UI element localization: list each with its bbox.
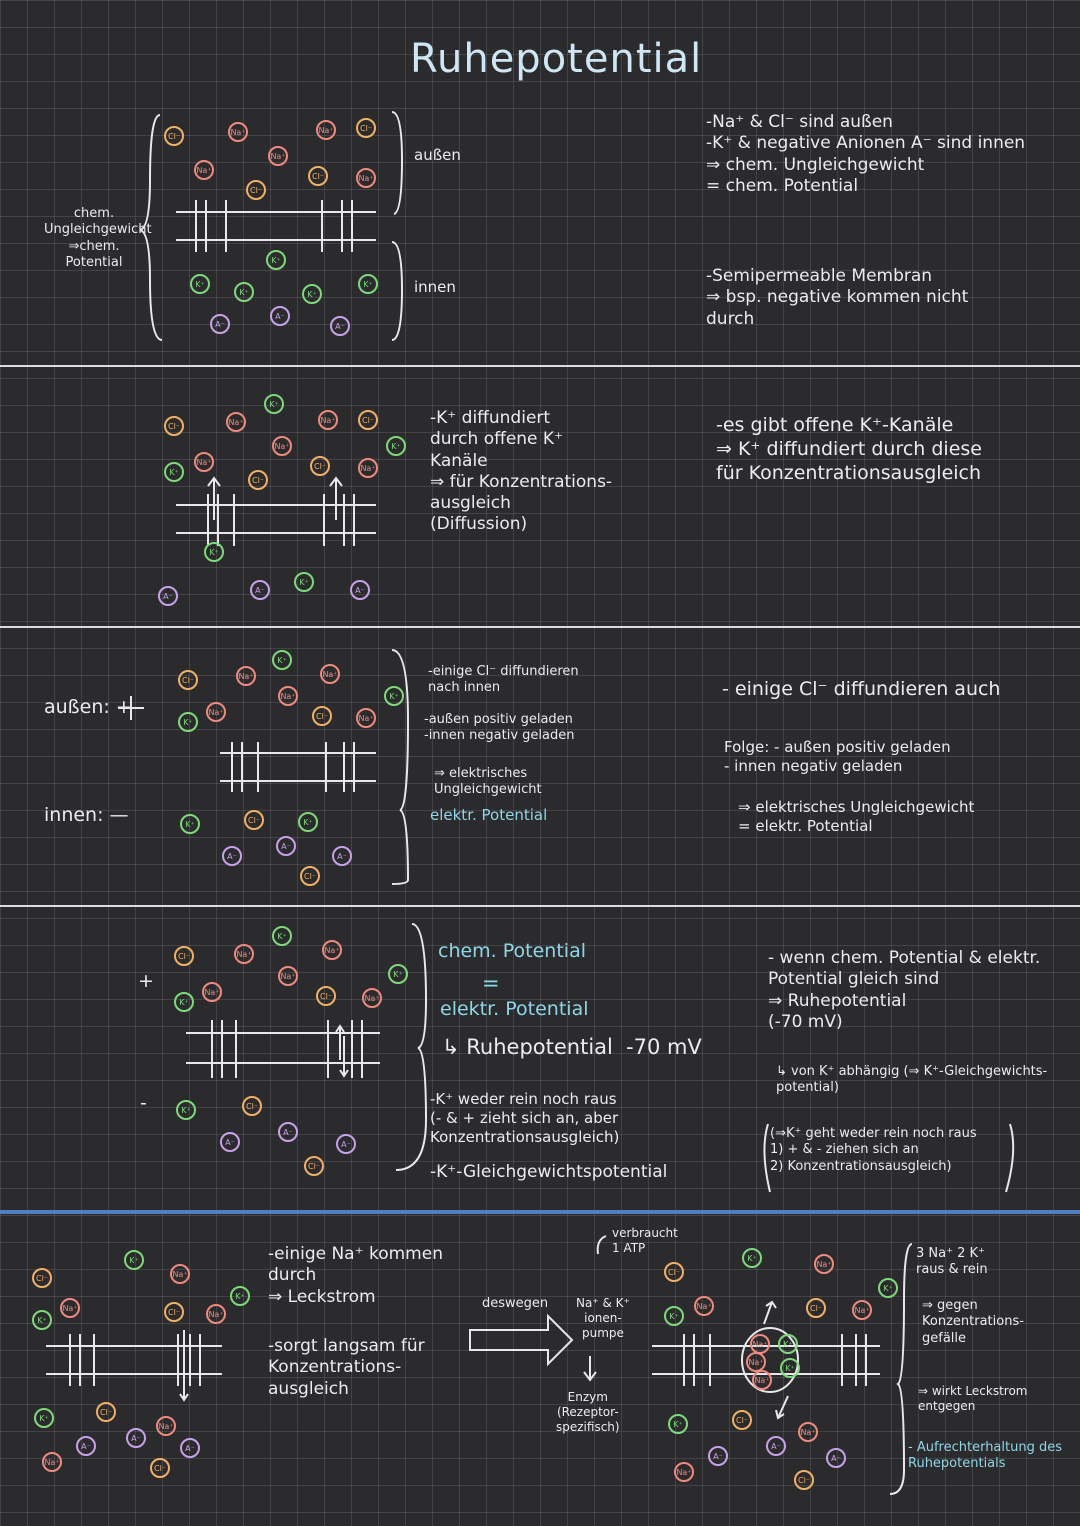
ion-k: K⁺ [384, 686, 404, 706]
label-70mv: -70 mV [626, 1035, 702, 1059]
ion-a: A⁻ [210, 314, 230, 334]
bracket-label-chem: chem. Ungleichgewicht ⇒chem. Potential [44, 206, 152, 270]
ion-na: Na⁺ [356, 168, 376, 188]
ion-na: Na⁺ [752, 1370, 772, 1390]
ion-na: Na⁺ [202, 982, 222, 1002]
note-electric-imbalance: ⇒ elektrisches Ungleichgewicht [434, 766, 542, 798]
label-equals: = [482, 971, 500, 995]
ion-cl: Cl⁻ [806, 1298, 826, 1318]
ion-cl: Cl⁻ [164, 416, 184, 436]
ion-k: K⁺ [32, 1310, 52, 1330]
ion-cl: Cl⁻ [164, 126, 184, 146]
ion-na: Na⁺ [356, 708, 376, 728]
ion-na: Na⁺ [750, 1334, 770, 1354]
ion-k: K⁺ [164, 462, 184, 482]
ion-cl: Cl⁻ [150, 1458, 170, 1478]
label-aussen-plus: außen: + [44, 696, 132, 718]
ion-cl: Cl⁻ [358, 410, 378, 430]
label-minus: - [140, 1092, 147, 1114]
ion-cl: Cl⁻ [310, 456, 330, 476]
ion-a: A⁻ [220, 1132, 240, 1152]
ion-cl: Cl⁻ [248, 470, 268, 490]
note-charge: -außen positiv geladen -innen negativ geladen [424, 712, 575, 744]
ion-k: K⁺ [190, 274, 210, 294]
ion-cl: Cl⁻ [244, 810, 264, 830]
ion-k: K⁺ [386, 436, 406, 456]
ion-k: K⁺ [230, 1286, 250, 1306]
label-innen: innen [414, 278, 456, 296]
ion-cl: Cl⁻ [312, 706, 332, 726]
ion-k: K⁺ [264, 394, 284, 414]
note-aufrechterhaltung: - Aufrechterhaltung des Ruhepotentials [908, 1440, 1062, 1472]
ion-a: A⁻ [276, 836, 296, 856]
arrow-deswegen [470, 1316, 572, 1364]
label-enzym: Enzym (Rezeptor- spezifisch) [556, 1390, 620, 1434]
ion-na: Na⁺ [156, 1416, 176, 1436]
ion-a: A⁻ [270, 306, 290, 326]
ion-na: Na⁺ [674, 1462, 694, 1482]
ion-a: A⁻ [126, 1428, 146, 1448]
label-pump: Na⁺ & K⁺ ionen- pumpe [576, 1296, 630, 1340]
membrane-6-pump [652, 1302, 880, 1418]
label-deswegen: deswegen [482, 1296, 549, 1311]
ion-k: K⁺ [272, 650, 292, 670]
ion-na: Na⁺ [798, 1422, 818, 1442]
ion-na: Na⁺ [194, 160, 214, 180]
ion-k: K⁺ [668, 1414, 688, 1434]
ion-a: A⁻ [158, 586, 178, 606]
ion-na: Na⁺ [272, 436, 292, 456]
ion-na: Na⁺ [278, 686, 298, 706]
ion-na: Na⁺ [852, 1300, 872, 1320]
ion-cl: Cl⁻ [308, 166, 328, 186]
ion-cl: Cl⁻ [178, 670, 198, 690]
ion-na: Na⁺ [236, 666, 256, 686]
ion-na: Na⁺ [206, 702, 226, 722]
note-k-gleichgewicht: -K⁺-Gleichgewichtspotential [430, 1162, 668, 1182]
ion-na: Na⁺ [814, 1254, 834, 1274]
ion-cl: Cl⁻ [300, 866, 320, 886]
ion-na: Na⁺ [170, 1264, 190, 1284]
label-elektr-potential-2: elektr. Potential [440, 998, 589, 1020]
note-gegen-gefaelle: ⇒ gegen Konzentrations- gefälle [922, 1298, 1024, 1346]
ion-a: A⁻ [336, 1134, 356, 1154]
ion-na: Na⁺ [234, 944, 254, 964]
ion-cl: Cl⁻ [174, 946, 194, 966]
ion-a: A⁻ [332, 846, 352, 866]
ion-k: K⁺ [176, 1100, 196, 1120]
ion-k: K⁺ [178, 712, 198, 732]
ion-k: K⁺ [180, 814, 200, 834]
ion-k: K⁺ [780, 1358, 800, 1378]
ion-k: K⁺ [266, 250, 286, 270]
page-title: Ruhepotential [410, 36, 703, 82]
ion-k: K⁺ [302, 284, 322, 304]
ion-a: A⁻ [278, 1122, 298, 1142]
ion-cl: Cl⁻ [246, 180, 266, 200]
ion-cl: Cl⁻ [242, 1096, 262, 1116]
membrane-5 [46, 1330, 222, 1400]
ion-k: K⁺ [174, 992, 194, 1012]
label-plus: + [138, 970, 154, 992]
ion-na: Na⁺ [746, 1352, 766, 1372]
notes-ruhe-cond: - wenn chem. Potential & elektr. Potential gleich sind ⇒ Ruhepotential (-70 mV) [768, 948, 1041, 1032]
label-atp: verbraucht 1 ATP [612, 1226, 678, 1255]
ion-k: K⁺ [234, 282, 254, 302]
ion-na: Na⁺ [206, 1304, 226, 1324]
ion-na: Na⁺ [316, 120, 336, 140]
ion-na: Na⁺ [278, 966, 298, 986]
ion-na: Na⁺ [228, 122, 248, 142]
ion-k: K⁺ [298, 812, 318, 832]
label-chem-potential: chem. Potential [438, 940, 587, 962]
ion-a: A⁻ [222, 846, 242, 866]
ion-k: K⁺ [204, 542, 224, 562]
notes-semipermeable: -Semipermeable Membran ⇒ bsp. negative kommen nicht durch [706, 266, 969, 329]
ion-na: Na⁺ [42, 1452, 62, 1472]
label-innen-minus: innen: — [44, 804, 129, 826]
notes-chem-imbalance: -Na⁺ & Cl⁻ sind außen -K⁺ & negative Anionen A⁻ sind innen ⇒ chem. Ungleichgewicht = chem. Potential [706, 112, 1026, 196]
ion-na: Na⁺ [358, 458, 378, 478]
ion-cl: Cl⁻ [316, 986, 336, 1006]
ion-na: Na⁺ [322, 940, 342, 960]
ion-na: Na⁺ [226, 412, 246, 432]
ion-k: K⁺ [358, 274, 378, 294]
membrane-4 [186, 1020, 380, 1078]
label-elektr-potential: elektr. Potential [430, 806, 548, 824]
membrane-2 [176, 478, 376, 546]
notes-electric-result: ⇒ elektrisches Ungleichgewicht = elektr. Potential [738, 798, 975, 835]
notes-k-explanation: (⇒K⁺ geht weder rein noch raus 1) + & - ziehen sich an 2) Konzentrationsausgleich) [770, 1126, 977, 1174]
ion-k: K⁺ [878, 1278, 898, 1298]
ion-k: K⁺ [742, 1248, 762, 1268]
ion-cl: Cl⁻ [664, 1262, 684, 1282]
ion-k: K⁺ [388, 964, 408, 984]
ion-k: K⁺ [664, 1306, 684, 1326]
ion-cl: Cl⁻ [794, 1470, 814, 1490]
ion-na: Na⁺ [194, 452, 214, 472]
note-wirkt-leckstrom: ⇒ wirkt Leckstrom entgegen [918, 1384, 1028, 1413]
ion-a: A⁻ [330, 316, 350, 336]
ion-k: K⁺ [34, 1408, 54, 1428]
ion-na: Na⁺ [60, 1298, 80, 1318]
ion-k: K⁺ [272, 926, 292, 946]
label-ruhepotential: ↳ Ruhepotential [442, 1035, 613, 1059]
label-aussen: außen [414, 146, 461, 164]
ion-cl: Cl⁻ [96, 1402, 116, 1422]
membrane-1 [176, 200, 376, 252]
ion-cl: Cl⁻ [304, 1156, 324, 1176]
ion-cl: Cl⁻ [32, 1268, 52, 1288]
note-cl-diffusion: -einige Cl⁻ diffundieren nach innen [428, 664, 579, 696]
notes-cl-diffuse: - einige Cl⁻ diffundieren auch [722, 678, 1001, 700]
ion-na: Na⁺ [320, 664, 340, 684]
ion-k: K⁺ [294, 572, 314, 592]
ion-k: K⁺ [124, 1250, 144, 1270]
note-k-neither: -K⁺ weder rein noch raus (- & + zieht sich an, aber Konzentrationsausgleich) [430, 1090, 620, 1146]
ion-a: A⁻ [766, 1436, 786, 1456]
ion-na: Na⁺ [362, 988, 382, 1008]
ion-cl: Cl⁻ [164, 1302, 184, 1322]
note-k-diffusion: -K⁺ diffundiert durch offene K⁺ Kanäle ⇒ für Konzentrations- ausgleich (Diffussion) [430, 408, 613, 535]
ion-a: A⁻ [250, 580, 270, 600]
ion-na: Na⁺ [318, 410, 338, 430]
notes-k-channels: -es gibt offene K⁺-Kanäle ⇒ K⁺ diffundiert durch diese für Konzentrationsausgleich [716, 414, 982, 484]
ion-cl: Cl⁻ [732, 1410, 752, 1430]
ion-a: A⁻ [708, 1446, 728, 1466]
membrane-3 [220, 742, 376, 792]
ion-na: Na⁺ [268, 146, 288, 166]
ion-a: A⁻ [76, 1436, 96, 1456]
ion-k: K⁺ [778, 1334, 798, 1354]
label-3na-2k: 3 Na⁺ 2 K⁺ raus & rein [916, 1246, 988, 1278]
notes-k-abhaengig: ↳ von K⁺ abhängig (⇒ K⁺-Gleichgewichts- potential) [776, 1064, 1048, 1096]
ion-cl: Cl⁻ [356, 118, 376, 138]
ion-a: A⁻ [350, 580, 370, 600]
notes-folge: Folge: - außen positiv geladen - innen negativ geladen [724, 738, 951, 775]
note-slow-equalize: -sorgt langsam für Konzentrations- ausgleich [268, 1336, 425, 1399]
note-leckstrom: -einige Na⁺ kommen durch ⇒ Leckstrom [268, 1244, 443, 1307]
ion-a: A⁻ [826, 1448, 846, 1468]
ion-na: Na⁺ [694, 1296, 714, 1316]
ion-a: A⁻ [180, 1438, 200, 1458]
